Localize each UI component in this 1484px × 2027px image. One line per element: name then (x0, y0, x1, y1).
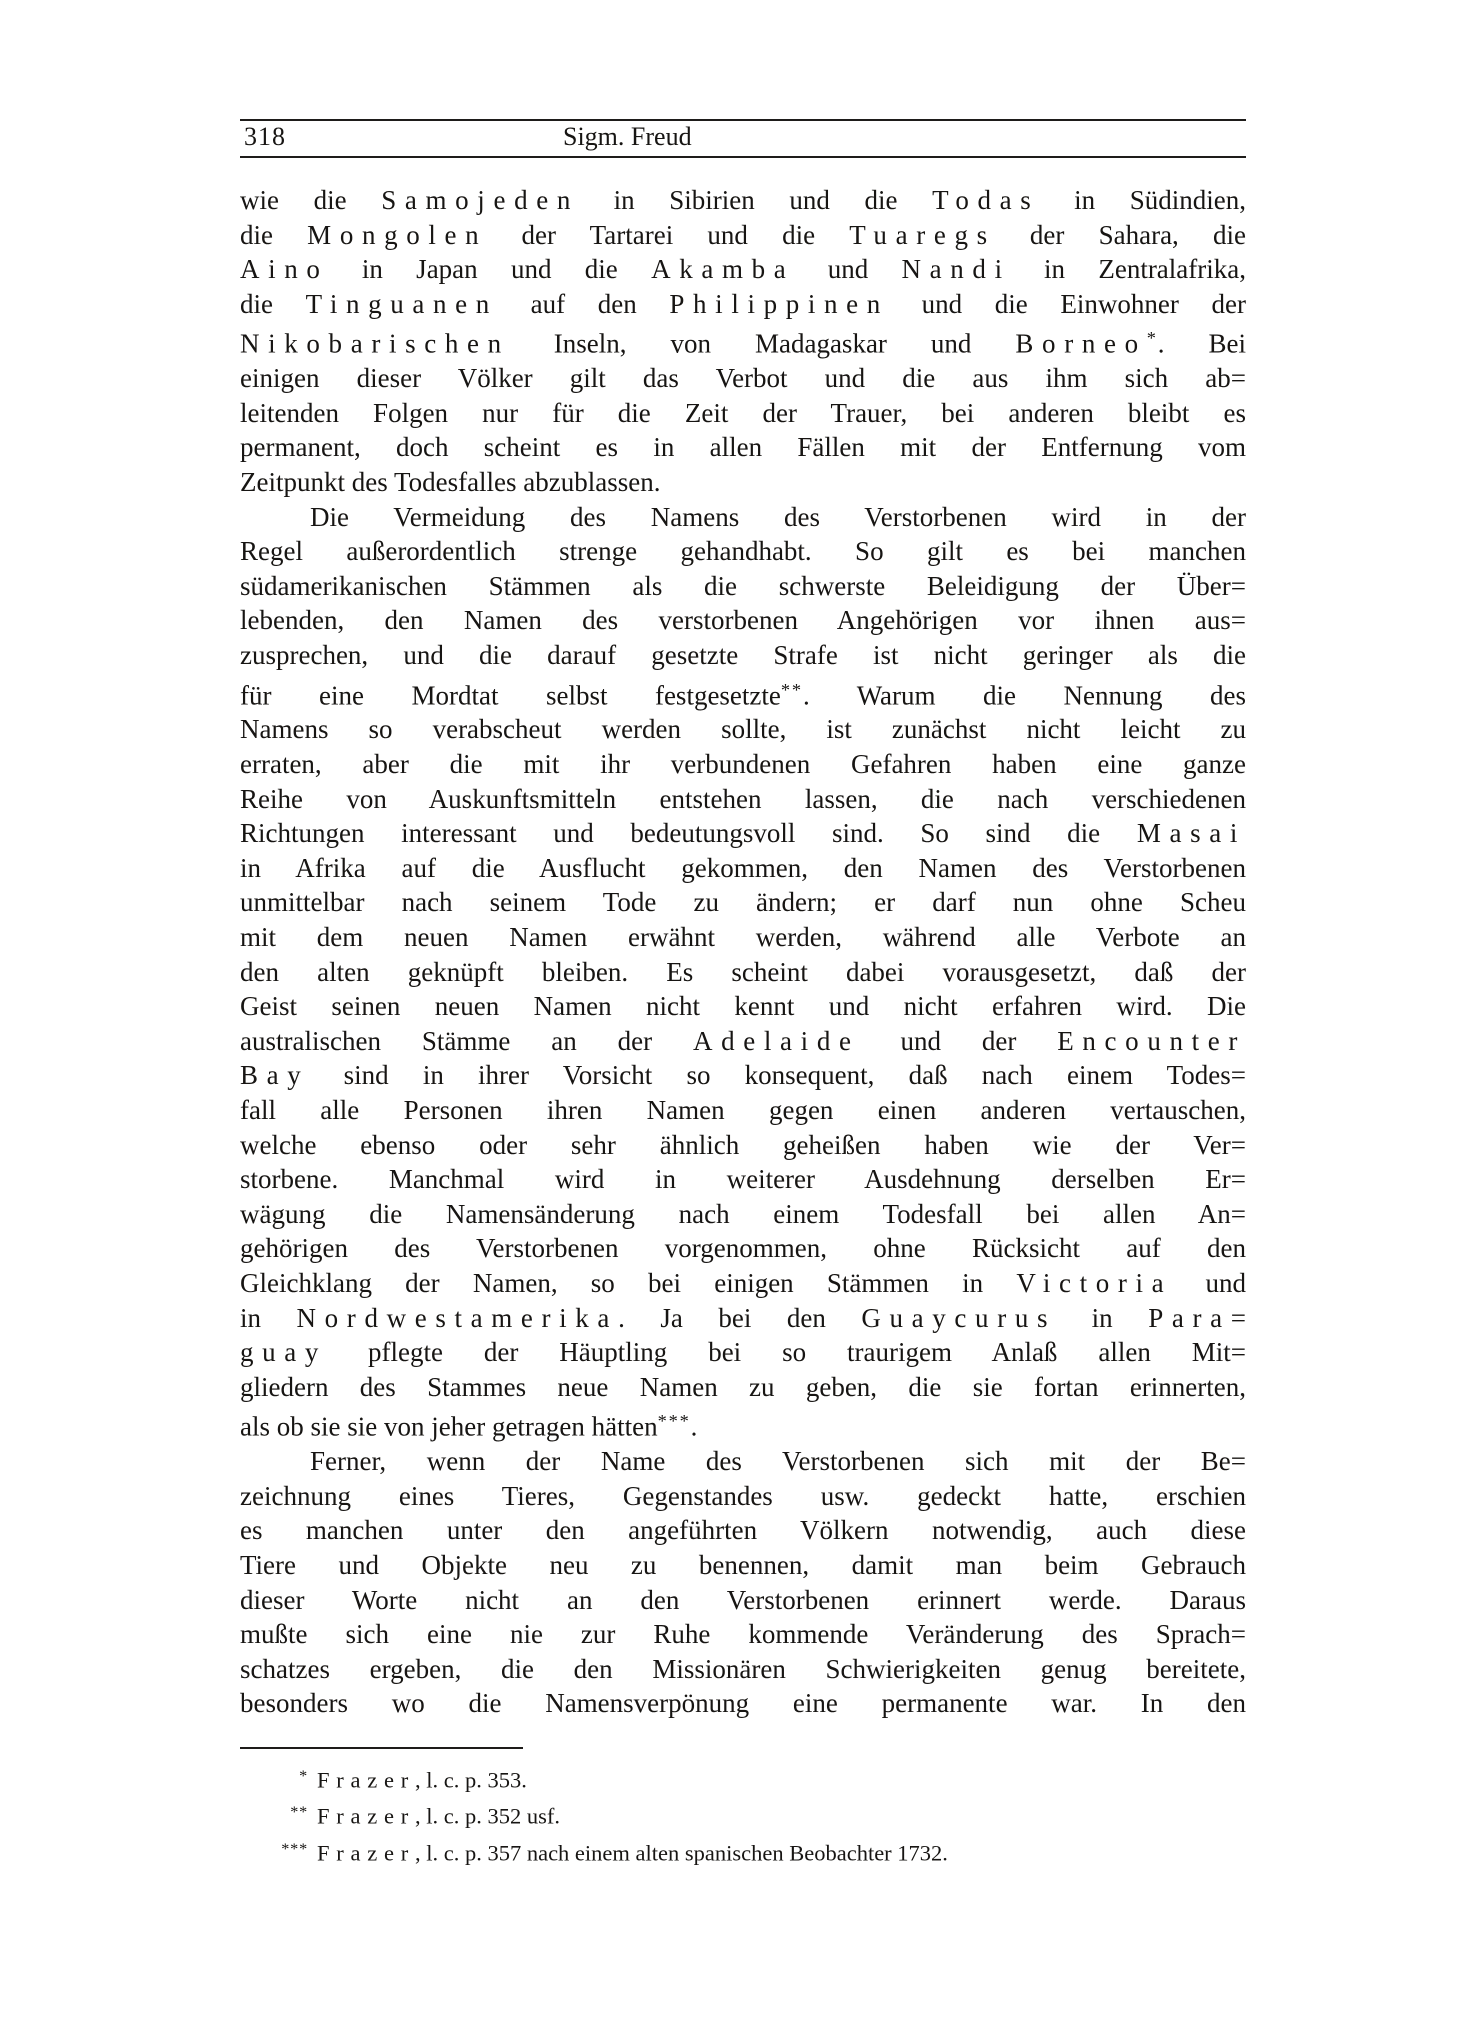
text-line (240, 1617, 1246, 1652)
text-run: Tiere und Objekte neu zu benennen, damit man beim Gebrauch (240, 1549, 1246, 1580)
text-run: unmittelbar nach seinem Tode zu ändern; er darf nun ohne Scheu (240, 887, 1246, 918)
text-run: Namens so verabscheut werden sollte, ist zunächst nicht leicht zu (240, 714, 1246, 745)
text-run: . Warum die Nennung des (802, 679, 1246, 710)
footnote-marker: * (299, 1767, 308, 1785)
text-line (240, 1583, 1246, 1618)
text-run: Zeitpunkt des Todesfalles abzublassen. (240, 467, 661, 497)
text-line (240, 673, 1246, 713)
spaced-proper-name: Bay (240, 1060, 310, 1091)
text-line (240, 569, 1246, 604)
text-line (240, 183, 1246, 218)
text-run: Richtungen interessant und bedeutungsvoll sind. So sind die (240, 818, 1137, 849)
footnote (240, 1760, 1246, 1796)
header-rule-top (240, 119, 1246, 121)
text-line (240, 500, 1246, 535)
footnote-marker: *** (281, 1839, 308, 1858)
text-line (240, 1128, 1246, 1163)
spaced-proper-name: Adelaide (693, 1025, 860, 1056)
text-run: pflegte der Häuptling bei so traurigem Anlaß allen Mit= (327, 1337, 1246, 1368)
text-line (240, 955, 1246, 990)
text-run: mußte sich eine nie zur Ruhe kommende Veränderung des Sprach= (240, 1619, 1246, 1650)
body-text (240, 183, 1246, 1721)
text-line (240, 1197, 1246, 1232)
text-run: zusprechen, und die darauf gesetzte Strafe ist nicht geringer als die (240, 639, 1246, 670)
text-line (240, 1093, 1246, 1128)
text-run: . Bei (1157, 328, 1246, 359)
text-line (240, 534, 1246, 569)
text-run: in Zentralafrika, (1010, 254, 1246, 285)
text-run: Reihe von Auskunftsmitteln entstehen lassen, die nach verschiedenen (240, 783, 1246, 814)
text-run: Geist seinen neuen Namen nicht kennt und nicht erfahren wird. Die (240, 991, 1246, 1022)
text-line (240, 252, 1246, 287)
running-title: Sigm. Freud (563, 122, 692, 151)
footnote (240, 1796, 1246, 1832)
text-line (240, 1266, 1246, 1301)
text-line (240, 638, 1246, 673)
text-line (240, 603, 1246, 638)
text-line (240, 396, 1246, 431)
footnote-reference: *** (657, 1411, 691, 1432)
text-run: gliedern des Stammes neue Namen zu geben, die sie fortan erinnerten, (240, 1371, 1246, 1402)
spaced-proper-name: guay (240, 1337, 328, 1368)
text-run: und (1172, 1267, 1246, 1298)
text-run: und (794, 254, 902, 285)
text-run: , l. c. p. 352 usf. (414, 1803, 560, 1829)
spaced-proper-name: Nikobarischen (240, 328, 510, 359)
text-line (240, 1370, 1246, 1405)
spaced-proper-name: Tuaregs (849, 219, 996, 250)
text-run: Ferner, wenn der Name des Verstorbenen sich mit der Be= (310, 1446, 1246, 1477)
text-run: als ob sie sie von jeher getragen hätten (240, 1411, 658, 1442)
text-run: fall alle Personen ihren Namen gegen einen anderen vertauschen, (240, 1094, 1246, 1125)
text-line (240, 782, 1246, 817)
spaced-proper-name: Encounter (1057, 1025, 1246, 1056)
text-line (240, 1548, 1246, 1583)
text-line (240, 1335, 1246, 1370)
spaced-proper-name: Borneo (1015, 328, 1147, 359)
text-line (240, 287, 1246, 322)
text-line (240, 920, 1246, 955)
text-line (240, 218, 1246, 253)
text-line (240, 1301, 1246, 1336)
text-run: Regel außerordentlich strenge gehandhabt. So gilt es bei manchen (240, 536, 1246, 567)
text-run: und die Einwohner der (888, 288, 1246, 319)
text-run: sind in ihrer Vorsicht so konsequent, daß nach einem Todes= (309, 1060, 1246, 1091)
text-run: den alten geknüpft bleiben. Es scheint dabei vorausgesetzt, daß der (240, 956, 1246, 987)
text-run: Die Vermeidung des Namens des Verstorbenen wird in der (310, 501, 1246, 532)
text-line (240, 1058, 1246, 1093)
text-run: in Sibirien und die (578, 185, 933, 215)
spaced-proper-name: Para (1148, 1302, 1231, 1333)
text-line (240, 1479, 1246, 1514)
text-line (240, 885, 1246, 920)
text-line (240, 1444, 1246, 1479)
text-line (240, 430, 1246, 465)
text-run: es manchen unter den angeführten Völkern notwendig, auch diese (240, 1515, 1246, 1546)
spaced-proper-name: Nordwestamerika (296, 1302, 619, 1333)
text-run: der Tartarei und die (487, 219, 850, 250)
text-line (240, 361, 1246, 396)
text-run: , l. c. p. 353. (414, 1767, 527, 1793)
text-line (240, 747, 1246, 782)
text-run: für eine Mordtat selbst festgesetzte (240, 679, 781, 710)
text-run: = (1230, 1302, 1246, 1333)
text-run: zeichnung eines Tieres, Gegenstandes usw. gedeckt hatte, erschien (240, 1480, 1246, 1511)
text-run: in (1056, 1302, 1149, 1333)
text-run: , l. c. p. 357 nach einem alten spanischen Beobachter 1732. (414, 1840, 948, 1866)
header-rule-bottom (240, 156, 1246, 158)
footnote-reference: * (1146, 328, 1158, 349)
text-run: in Südindien, (1039, 185, 1246, 215)
text-run: und der (859, 1025, 1058, 1056)
text-run: erraten, aber die mit ihr verbundenen Gefahren haben eine ganze (240, 749, 1246, 779)
text-run: storbene. Manchmal wird in weiterer Ausdehnung derselben Er= (240, 1164, 1246, 1195)
text-run: schatzes ergeben, die den Missionären Schwierigkeiten genug bereitete, (240, 1653, 1246, 1684)
text-line (240, 1404, 1246, 1444)
text-run: dieser Worte nicht an den Verstorbenen erinnert werde. Daraus (240, 1584, 1246, 1615)
text-run: gehörigen des Verstorbenen vorgenommen, ohne Rücksicht auf den (240, 1233, 1246, 1264)
footnote-marker: ** (290, 1803, 308, 1822)
text-line (240, 712, 1246, 747)
spaced-proper-name: Philippinen (669, 288, 889, 319)
text-run: permanent, doch scheint es in allen Fällen mit der Entfernung vom (240, 432, 1246, 463)
page-number: 318 (244, 122, 286, 151)
spaced-proper-name: Nandi (901, 254, 1011, 285)
spaced-proper-name: Frazer (317, 1767, 415, 1793)
text-line (240, 989, 1246, 1024)
text-run: in Japan und die (328, 254, 652, 285)
text-run: wägung die Namensänderung nach einem Todesfall bei allen An= (240, 1198, 1246, 1229)
spaced-proper-name: Samojeden (381, 185, 579, 215)
text-run: Gleichklang der Namen, so bei einigen Stämmen in (240, 1267, 1017, 1298)
text-run: der Sahara, die (995, 219, 1246, 250)
spaced-proper-name: Todas (932, 185, 1040, 215)
text-line (240, 1686, 1246, 1721)
text-line (240, 1162, 1246, 1197)
text-line (240, 1513, 1246, 1548)
text-run: . Ja bei den (618, 1302, 862, 1333)
text-run: leitenden Folgen nur für die Zeit der Trauer, bei anderen bleibt es (240, 397, 1246, 428)
spaced-proper-name: Masai (1136, 818, 1246, 849)
spaced-proper-name: Guaycurus (861, 1302, 1057, 1333)
footnotes (240, 1760, 1246, 1869)
spaced-proper-name: Tinguanen (305, 288, 498, 319)
text-run: lebenden, den Namen des verstorbenen Angehörigen vor ihnen aus= (240, 605, 1246, 636)
text-run: in Afrika auf die Ausflucht gekommen, den Namen des Verstorbenen (240, 852, 1246, 883)
spaced-proper-name: Frazer (317, 1840, 415, 1866)
text-run: auf den (497, 288, 670, 319)
text-run: einigen dieser Völker gilt das Verbot und die aus ihm sich ab= (240, 363, 1246, 394)
text-run: welche ebenso oder sehr ähnlich geheißen haben wie der Ver= (240, 1129, 1246, 1160)
spaced-proper-name: Akamba (651, 254, 795, 285)
text-run: mit dem neuen Namen erwähnt werden, während alle Verbote an (240, 921, 1246, 952)
text-run: südamerikanischen Stämmen als die schwerste Beleidigung der Über= (240, 570, 1246, 601)
text-run: . (690, 1411, 698, 1442)
footnote-reference: ** (780, 679, 803, 700)
text-line (240, 816, 1246, 851)
text-line (240, 1231, 1246, 1266)
footnote-separator (240, 1747, 523, 1749)
spaced-proper-name: Frazer (317, 1803, 415, 1829)
text-line (240, 465, 1246, 500)
text-run: die (240, 288, 306, 319)
text-run: wie die (240, 185, 382, 215)
spaced-proper-name: Mongolen (307, 219, 488, 250)
footnote (240, 1833, 1246, 1869)
spaced-proper-name: Aino (240, 254, 329, 285)
text-run: australischen Stämme an der (240, 1025, 694, 1056)
text-line (240, 1024, 1246, 1059)
text-run: Inseln, von Madagaskar und (509, 328, 1016, 359)
text-run: besonders wo die Namensverpönung eine permanente war. In den (240, 1688, 1246, 1719)
text-run: in (240, 1302, 297, 1333)
text-line (240, 321, 1246, 361)
text-line (240, 1652, 1246, 1687)
text-run: die (240, 219, 308, 250)
spaced-proper-name: Victoria (1016, 1267, 1173, 1298)
text-line (240, 851, 1246, 886)
